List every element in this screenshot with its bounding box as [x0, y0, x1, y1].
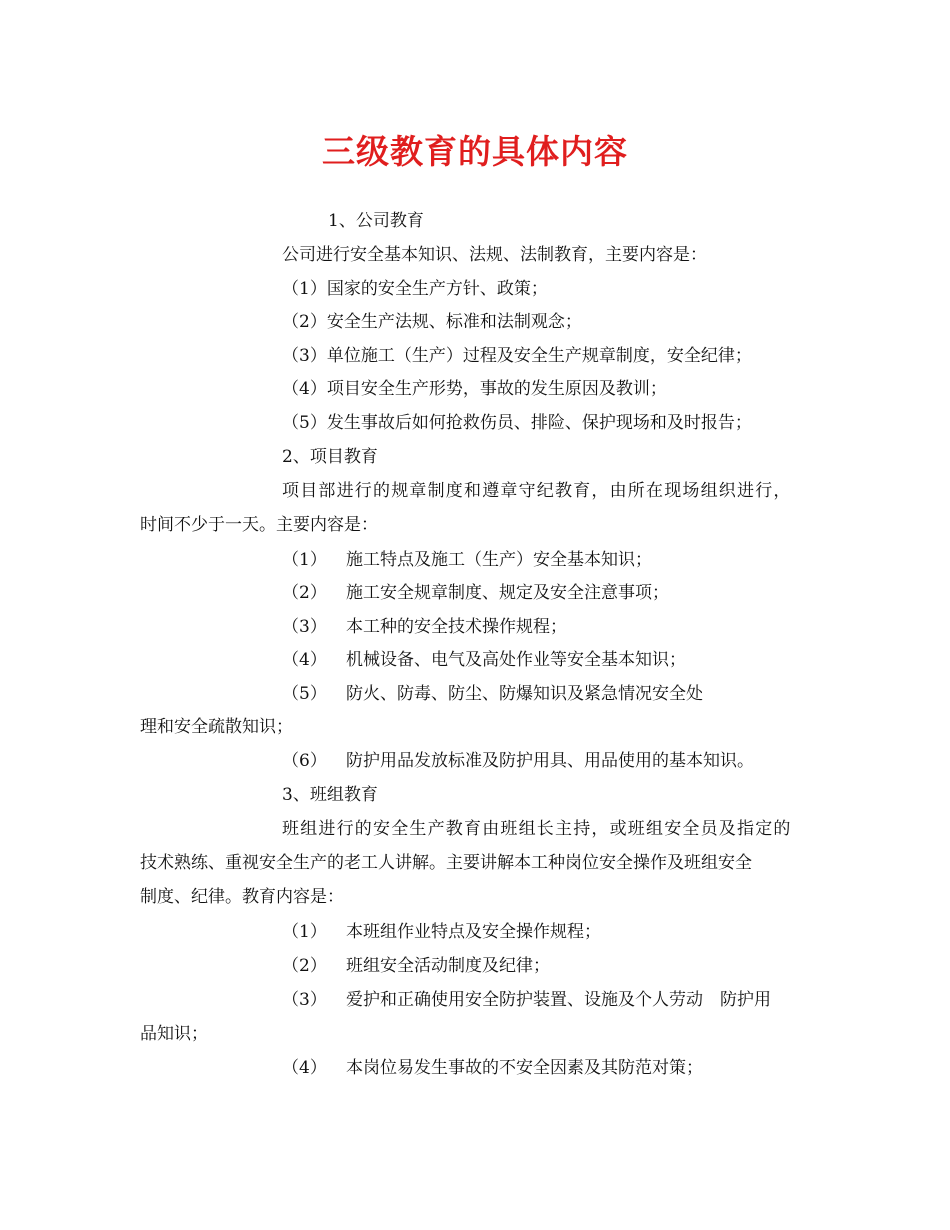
section-2-item-1: [282, 549, 652, 571]
section-2-item-6: [282, 750, 754, 772]
section-1-heading: 1、公司教育: [328, 211, 424, 231]
item-text: 本工种的安全技术操作规程；: [346, 617, 567, 637]
item-number: （4）: [282, 1058, 327, 1078]
section-1-item-2: （2）安全生产法规、标准和法制观念；: [282, 312, 582, 332]
section-3-item-3-continued: 品知识；: [140, 1024, 208, 1044]
section-2-item-2: [282, 582, 669, 604]
item-number: （6）: [282, 751, 327, 771]
section-2-item-3: [282, 616, 567, 638]
section-1-item-1: （1）国家的安全生产方针、政策；: [282, 279, 548, 299]
item-text: 爱护和正确使用安全防护装置、设施及个人劳动 防护用: [346, 990, 771, 1010]
section-3-item-2: [282, 955, 550, 977]
item-number: （4）: [282, 650, 327, 670]
section-3-intro-line-3: 制度、纪律。教育内容是：: [140, 887, 344, 907]
section-1-item-5: （5）发生事故后如何抢救伤员、排险、保护现场和及时报告；: [282, 413, 752, 433]
item-text: 本班组作业特点及安全操作规程；: [346, 922, 601, 942]
item-number: （3）: [282, 617, 327, 637]
section-2-intro-line-1: 项目部进行的规章制度和遵章守纪教育，由所在现场组织进行，: [282, 481, 792, 501]
section-3-intro-line-2: 技术熟练、重视安全生产的老工人讲解。主要讲解本工种岗位安全操作及班组安全: [140, 853, 752, 873]
section-3-item-1: [282, 921, 601, 943]
section-3-intro-line-1: 班组进行的安全生产教育由班组长主持，或班组安全员及指定的: [282, 819, 792, 839]
section-2-item-4: [282, 649, 686, 671]
item-text: 本岗位易发生事故的不安全因素及其防范对策；: [346, 1058, 703, 1078]
item-text: 施工安全规章制度、规定及安全注意事项；: [346, 583, 669, 603]
section-1-intro: 公司进行安全基本知识、法规、法制教育，主要内容是：: [282, 245, 707, 265]
section-2-item-5: [282, 683, 703, 705]
section-1-item-4: （4）项目安全生产形势，事故的发生原因及教训；: [282, 379, 667, 399]
item-text: 机械设备、电气及高处作业等安全基本知识；: [346, 650, 686, 670]
item-text: 防护用品发放标准及防护用具、用品使用的基本知识。: [346, 751, 754, 771]
item-number: （1）: [282, 922, 327, 942]
section-2-item-5-continued: 理和安全疏散知识；: [140, 717, 293, 737]
section-1-item-3: （3）单位施工（生产）过程及安全生产规章制度，安全纪律；: [282, 346, 752, 366]
section-3-item-4: [282, 1057, 703, 1079]
item-number: （5）: [282, 684, 327, 704]
item-text: 防火、防毒、防尘、防爆知识及紧急情况安全处: [346, 684, 703, 704]
item-number: （2）: [282, 583, 327, 603]
section-3-item-3: [282, 989, 771, 1011]
item-number: （1）: [282, 550, 327, 570]
section-2-heading: 2、项目教育: [282, 447, 378, 467]
item-number: （2）: [282, 956, 327, 976]
item-text: 施工特点及施工（生产）安全基本知识；: [346, 550, 652, 570]
item-number: （3）: [282, 990, 327, 1010]
item-text: 班组安全活动制度及纪律；: [346, 956, 550, 976]
section-2-intro-line-2: 时间不少于一天。主要内容是：: [140, 515, 378, 535]
document-title: 三级教育的具体内容: [322, 132, 628, 171]
section-3-heading: 3、班组教育: [282, 785, 378, 805]
